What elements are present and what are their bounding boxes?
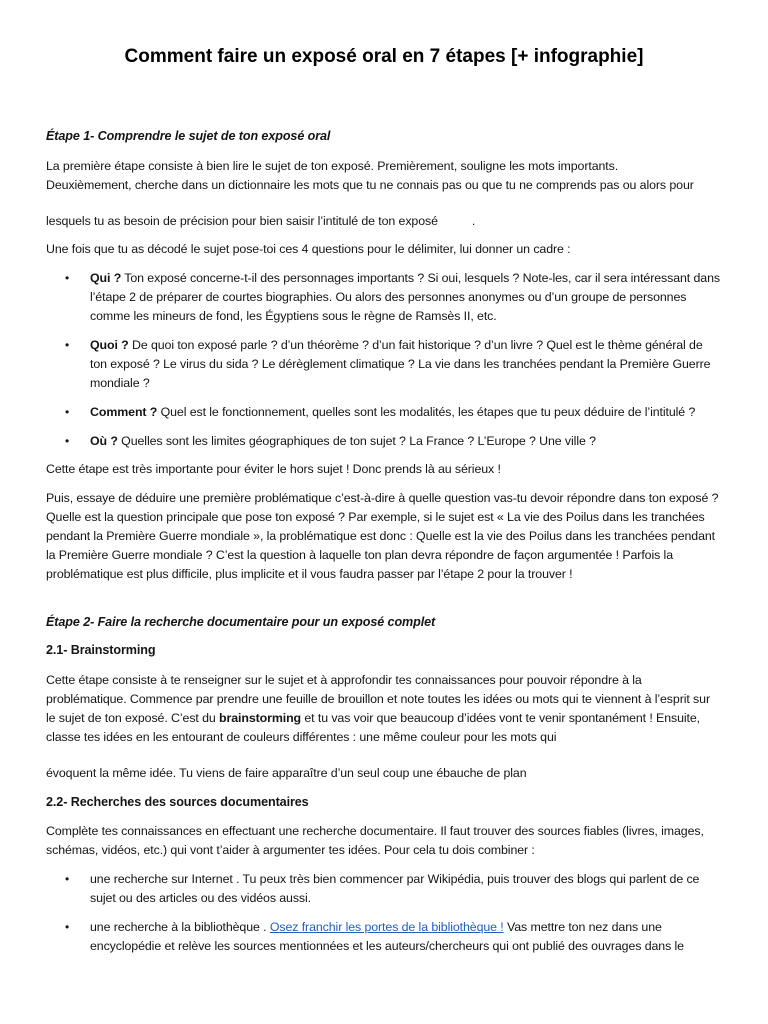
step2-heading: Étape 2- Faire la recherche documentaire pour un exposé complet [46, 615, 436, 629]
sources-text: Complète tes connaissances en effectuant une recherche documentaire. Il faut trouver des sources fiables (livres, images, schémas, vidéos, etc.) qui vont t’aider à argumenter tes idées. Pour cela tu dois combiner : [46, 824, 704, 857]
sub2-heading-wrap [46, 793, 722, 812]
question-text: Ton exposé concerne-t-il des personnages importants ? Si oui, lesquels ? Note-les, car il sera intéressant dans l’étape 2 de préparer de courtes biographies. Ou alors des personnes anonymes ou d’un groupe de personnes comme les mineurs de fond, les Égyptiens sous le règne de Ramsès II, etc. [90, 271, 720, 323]
question-text: De quoi ton exposé parle ? d’un théorème ? d’un fait historique ? d’un livre ? Quel est le thème général de ton exposé ? Le virus du sida ? Le dérèglement climatique ? La vie dans les tranchées pendant la Première Guerre mondiale ? [90, 338, 711, 390]
question-label: Comment ? [90, 405, 158, 419]
step1-p2: Une fois que tu as décodé le sujet pose-toi ces 4 questions pour le délimiter, lui donner un cadre : [46, 242, 571, 256]
brainstorming-text-a: Cette étape consiste à te renseigner sur le sujet et à approfondir tes connaissances pour pouvoir répondre à la problématique. Commence par prendre une feuille de brouillon et note toutes les idées ou mots qui te viennent à l’esprit sur le sujet de ton exposé. C’est du [46, 673, 710, 725]
page-title: Comment faire un exposé oral en 7 étapes [+ infographie] [124, 46, 644, 67]
questions-list [46, 269, 722, 451]
library-link[interactable]: Osez franchir les portes de la bibliothèque ! [269, 920, 504, 934]
step1-p1-line2: Deuxièmement, cherche dans un dictionnaire les mots que tu ne connais pas ou que tu ne comprends pas ou alors pour [46, 178, 694, 192]
bullet-icon: • [65, 872, 70, 886]
brainstorming-heading: 2.1- Brainstorming [46, 643, 156, 657]
brainstorming-bold: brainstorming [219, 711, 302, 725]
source-item-text: Vas mettre ton nez dans une encyclopédie et relève les sources mentionnées et les auteurs/chercheurs qui ont publié des ouvrages dans le [90, 920, 684, 953]
sources-list [46, 870, 722, 956]
list-item [46, 269, 722, 326]
brainstorming-paragraph-cont [46, 764, 722, 783]
step1-p1-line3-end: . [471, 214, 476, 228]
step1-paragraph-1 [46, 157, 722, 195]
step2-section [46, 613, 722, 632]
question-text: Quel est le fonctionnement, quelles sont les modalités, les étapes que tu peux déduire de l’intitulé ? [157, 405, 696, 419]
list-item [46, 918, 722, 956]
step1-paragraph-2 [46, 240, 722, 259]
step1-p1-line1: La première étape consiste à bien lire le sujet de ton exposé. Premièrement, souligne les mots importants. [46, 159, 619, 173]
questions-list-wrap [46, 269, 722, 451]
step1-p4: Puis, essaye de déduire une première problématique c’est-à-dire à quelle question vas-tu devoir répondre dans ton exposé ? Quelle est la question principale que pose ton exposé ? Par exemple, si le sujet est « La vie des Poilus dans les tranchées pendant la Première Guerre mondiale », la problématique est donc : Quelle est la vie des Poilus dans les tranchées pendant la Première Guerre mondiale ? C’est la question à laquelle ton plan devra répondre de façon argumentée ! Parfois la problématique est plus difficile, plus implicite et il vous faudra passer par l’étape 2 pour la trouver ! [46, 491, 719, 581]
step1-p1-line3: lesquels tu as besoin de précision pour bien saisir l’intitulé de ton exposé [46, 214, 438, 228]
source-item-text: une recherche à la bibliothèque . [90, 920, 270, 934]
sources-heading: 2.2- Recherches des sources documentaires [46, 795, 309, 809]
sources-paragraph [46, 822, 722, 860]
bullet-icon: • [65, 434, 70, 448]
source-item-text: une recherche sur Internet . Tu peux très bien commencer par Wikipédia, puis trouver des blogs qui parlent de ce sujet ou des articles ou des vidéos aussi. [90, 872, 700, 905]
list-item [46, 403, 722, 422]
question-label: Où ? [90, 434, 118, 448]
bullet-icon: • [65, 338, 70, 352]
step1-paragraph-3 [46, 460, 722, 479]
brainstorming-text-b: et tu vas voir que beaucoup d’idées vont te venir spontanément ! Ensuite, classe tes idées en les entourant de couleurs différentes : une même couleur pour les mots qui [46, 711, 701, 744]
step1-paragraph-4 [46, 489, 722, 584]
bullet-icon: • [65, 920, 70, 934]
bullet-icon: • [65, 271, 70, 285]
step1-section [46, 127, 722, 146]
step1-heading: Étape 1- Comprendre le sujet de ton exposé oral [46, 129, 331, 143]
sources-list-wrap [46, 870, 722, 956]
step1-paragraph-1-cont [46, 212, 722, 231]
question-label: Quoi ? [90, 338, 129, 352]
bullet-icon: • [65, 405, 70, 419]
brainstorming-paragraph [46, 671, 722, 747]
sub1-heading-wrap [46, 641, 722, 660]
step1-p3: Cette étape est très importante pour éviter le hors sujet ! Donc prends là au sérieux ! [46, 462, 501, 476]
question-label: Qui ? [90, 271, 122, 285]
list-item [46, 870, 722, 908]
question-text: Quelles sont les limites géographiques de ton sujet ? La France ? L’Europe ? Une ville ? [117, 434, 596, 448]
brainstorming-text-c: évoquent la même idée. Tu viens de faire apparaître d’un seul coup une ébauche de plan [46, 766, 527, 780]
list-item [46, 432, 722, 451]
list-item [46, 336, 722, 393]
